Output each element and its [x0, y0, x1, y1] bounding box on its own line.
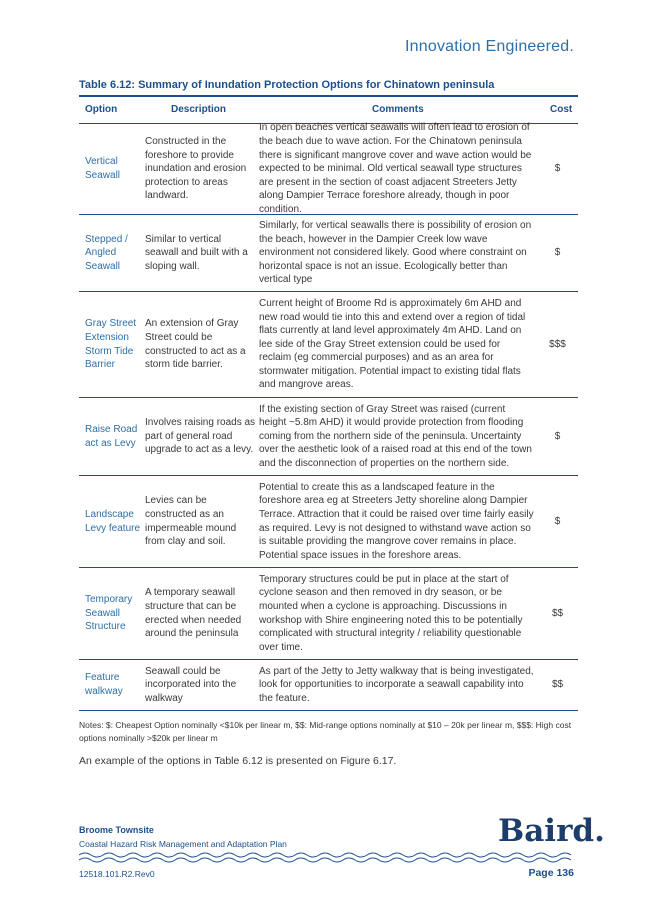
option-cell: Raise Road act as Levy — [85, 423, 138, 449]
option-cell: Landscape Levy feature — [85, 508, 141, 534]
option-cell: Vertical Seawall — [85, 156, 121, 181]
description-cell: An extension of Gray Street could be constructed to act as a storm tide barrier. — [145, 318, 246, 371]
footer-title: Broome Townsite — [79, 825, 154, 835]
page-number: Page 136 — [528, 867, 574, 879]
table-row — [79, 476, 578, 568]
description-cell: Constructed in the foreshore to provide inundation and erosion protection to areas landward. — [145, 136, 247, 202]
cost-cell: $ — [554, 430, 561, 442]
column-header-option: Option — [85, 104, 118, 115]
comments-cell: Temporary structures could be put in place at the start of cyclone season and then removed in dry season, or be mounted when a cyclone is approaching. Discussions in workshop with Shire engineering noted this to be potentially complicated with structural integrity / reliability questionable over time. — [259, 573, 523, 653]
column-header-description: Description — [171, 104, 227, 115]
cost-cell: $$ — [551, 607, 564, 619]
option-cell: Gray Street Extension Storm Tide Barrier — [85, 318, 137, 371]
comments-cell: As part of the Jetty to Jetty walkway that is being investigated, look for opportunities to incorporate a seawall capability into the feature. — [259, 665, 534, 704]
comments-cell: If the existing section of Gray Street was raised (current height ~5.8m AHD) it would provide protection from flooding coming from the northern side of the peninsula. Uncertainty over the aesthetic look of a raised road at this end of the town and the disconnection of properties on the northern side. — [259, 403, 532, 469]
table-title: Table 6.12: Summary of Inundation Protection Options for Chinatown peninsula — [79, 79, 495, 91]
description-cell: A temporary seawall structure that can be erected when needed around the peninsula — [145, 587, 242, 640]
cost-cell: $$$ — [549, 338, 566, 350]
options-table — [79, 95, 578, 711]
option-cell: Stepped / Angled Seawall — [85, 233, 128, 272]
comments-cell: In open beaches vertical seawalls will often lead to erosion of the beach due to wave action. For the Chinatown peninsula there is significant mangrove cover and wave action would be expected to be minimal. Old vertical seawall type structures are present in the section of coast adjacent Streeters Jetty along Dampier Terrace foreshore already, though in poor condition. — [259, 122, 532, 215]
option-cell: Temporary Seawall Structure — [85, 594, 133, 633]
table-row — [79, 124, 578, 215]
table-header — [79, 95, 578, 124]
comments-cell: Similarly, for vertical seawalls there is possibility of erosion on the beach, however in the Dampier Creek low wave environment not considered likely. Good where constraint on horizontal space is not an issue. Ecologically better than vertical type — [259, 220, 532, 286]
table-row — [79, 398, 578, 476]
table-row — [79, 568, 578, 660]
option-cell: Feature walkway — [85, 672, 123, 697]
cost-cell: $$ — [551, 679, 564, 691]
description-cell: Seawall could be incorporated into the walkway — [145, 665, 237, 704]
table-row — [79, 215, 578, 292]
description-cell: Levies can be constructed as an impermeable mound from clay and soil. — [145, 495, 237, 548]
baird-logo: Baird. — [498, 813, 605, 849]
description-cell: Similar to vertical seawall and built with a sloping wall. — [145, 233, 248, 272]
footer-subtitle: Coastal Hazard Risk Management and Adaptation Plan — [79, 839, 287, 849]
cost-cell: $ — [554, 247, 561, 259]
body-paragraph: An example of the options in Table 6.12 is presented on Figure 6.17. — [79, 755, 397, 767]
column-header-cost: Cost — [550, 104, 573, 115]
header-tagline: Innovation Engineered. — [405, 38, 574, 55]
document-reference: 12518.101.R2.Rev0 — [79, 869, 155, 879]
cost-cell: $ — [554, 515, 561, 527]
comments-cell: Current height of Broome Rd is approximately 6m AHD and new road would tie into this and extend over a region of tidal flats currently at land level approximately 4m AHD. Land on lee side of the Gray Street extension could be used for reclaim (eg commercial purposes) and as an area for stormwater mitigation. Potential impact to existing tidal flats and mangrove areas. — [259, 297, 526, 391]
description-cell: Involves raising roads as part of general road upgrade to act as a levy. — [145, 417, 256, 456]
wave-divider-icon — [79, 851, 577, 865]
column-header-comments: Comments — [372, 104, 424, 115]
table-row — [79, 292, 578, 398]
table-row — [79, 660, 578, 711]
comments-cell: Potential to create this as a landscaped feature in the foreshore area eg at Streeters Jetty shoreline along Dampier Terrace. Attraction that it could be raised over time fairly easily as required. Levy is not designed to withstand wave action so is suitable providing the mangrove cover remains in place. Potential space issues in the foreshore areas. — [259, 481, 534, 561]
table-notes: Notes: $: Cheapest Option nominally <$10k per linear m, $$: Mid-range options nominally at $10 – 20k per linear m, $$$: High cost options nominally >$20k per linear m — [79, 720, 572, 743]
cost-cell: $ — [554, 163, 561, 175]
